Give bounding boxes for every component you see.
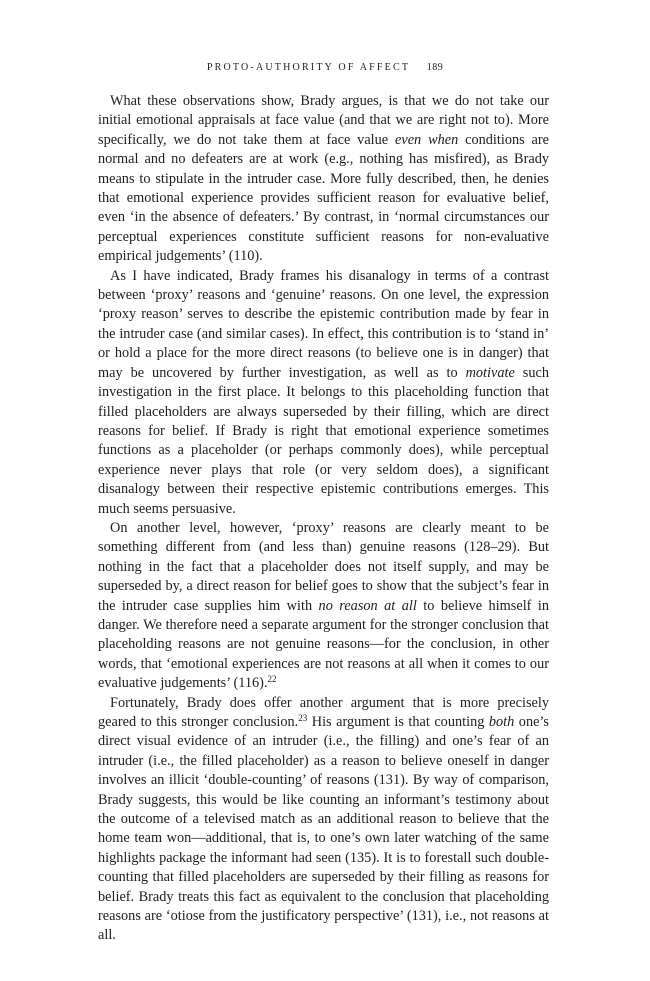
text-segment: such investigation in the first place. It belongs to this placeholding function that filled placeholders are always superseded by their filling, which are direct reasons for belief. If Brady is right that emotional experience sometimes functions as a placeholder (or perhaps commonly does), while perceptual experience never plays that role (or very seldom does), a significant disanalogy between their respective epistemic contributions emerges. This much seems persuasive.	[98, 364, 549, 517]
text-segment: What these observations show, Brady argues, is that we do not take our initial emotional appraisals at face value (and that we are right not to). More specifically, we do not take them at face value	[98, 93, 549, 148]
running-head	[0, 62, 650, 73]
emphasis-text: even when	[395, 131, 459, 148]
page-number: 189	[426, 62, 444, 73]
text-segment: Fortunately, Brady does offer another argument that is more precisely geared to this stronger conclusion.	[98, 694, 549, 730]
footnote-reference: 22	[267, 674, 277, 685]
emphasis-text: motivate	[465, 364, 515, 381]
text-segment: His argument is that counting	[307, 714, 489, 730]
paragraph	[98, 519, 549, 694]
text-segment: As I have indicated, Brady frames his disanalogy in terms of a contrast between ‘proxy’ reasons and ‘genuine’ reasons. On one level, the expression ‘proxy reason’ serves to describe the epistemic contribution made by fear in the intruder case (and similar cases). In effect, this contribution is to ‘stand in’ or hold a place for the more direct reasons (to believe one is in danger) that may be uncovered by further investigation, as well as to	[98, 267, 549, 381]
paragraph	[98, 92, 549, 267]
text-segment: conditions are normal and no defeaters are at work (e.g., nothing has misfired), as Brady means to stipulate in the intruder case. More fully described, then, he denies that emotional experience provides sufficient reason for evaluative belief, even ‘in the absence of defeaters.’ By contrast, in ‘normal circumstances our perceptual experiences constitute sufficient reasons for non-evaluative empirical judgements’ (110).	[98, 131, 549, 265]
paragraph	[98, 267, 549, 519]
emphasis-text: no reason at all	[318, 597, 417, 614]
footnote-reference: 23	[298, 713, 308, 723]
text-segment: one’s direct visual evidence of an intruder (i.e., the filling) and one’s fear of an intruder (i.e., the filled placeholder) as a reason to believe oneself in danger involves an illicit ‘double-counting’ of reasons (131). By way of comparison, Brady suggests, this would be like counting an informant’s testimony about the outcome of a televised match as an additional reason to believe that the home team won—additional, that is, to one’s own later watching of the same highlights package the informant had seen (135). It is to forestall such double-counting that filled placeholders are superseded by their filling as reasons for belief. Brady treats this fact as equivalent to the conclusion that placeholding reasons are ‘otiose from the justificatory perspective’ (131), i.e., not reasons at all.	[98, 714, 549, 944]
body-text	[98, 92, 549, 946]
text-segment: On another level, however, ‘proxy’ reasons are clearly meant to be something different from (and less than) genuine reasons (128–29). But nothing in the fact that a placeholder does not itself supply, and may be superseded by, a direct reason for belief goes to show that the subject’s fear in the intruder case supplies him with	[98, 519, 549, 614]
emphasis-text: both	[488, 714, 515, 730]
running-head-title: PROTO-AUTHORITY OF AFFECT	[206, 62, 410, 73]
paragraph	[98, 694, 549, 946]
text-segment: to believe himself in danger. We therefore need a separate argument for the stronger conclusion that placeholding reasons are not genuine reasons—for the conclusion, in other words, that ‘emotional experiences are not reasons at all when it comes to our evaluative judgements’ (116).	[98, 597, 549, 692]
